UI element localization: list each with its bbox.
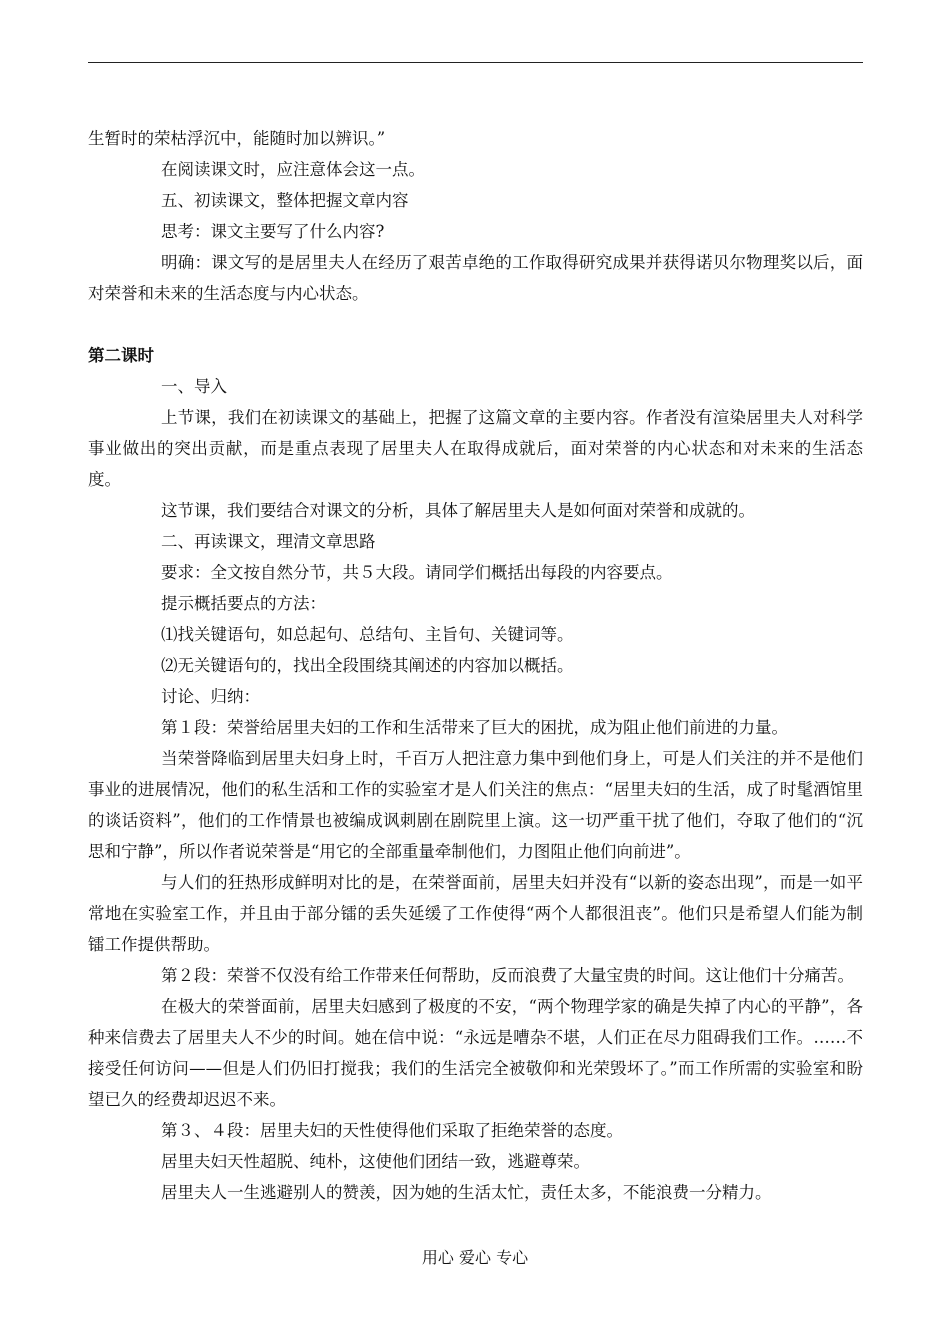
paragraph: 当荣誉降临到居里夫妇身上时，千百万人把注意力集中到他们身上，可是人们关注的并不是他们事业的进展情况，他们的私生活和工作的实验室才是人们关注的焦点：“居里夫妇的生活，成了时髦酒馆里的谈话资料”，他们的工作情景也被编成讽刺剧在剧院里上演。这一切严重干扰了他们，夺取了他们的“沉思和宁静”，所以作者说荣誉是“用它的全部重量牵制他们，力图阻止他们向前进”。: [88, 749, 863, 861]
paragraph: 在极大的荣誉面前，居里夫妇感到了极度的不安，“两个物理学家的确是失掉了内心的平静”，各种来信费去了居里夫人不少的时间。她在信中说：“永远是嘈杂不堪，人们正在尽力阻碍我们工作。……不接受任何访问——但是人们仍旧打搅我；我们的生活完全被敬仰和光荣毁坏了。”而工作所需的实验室和盼望已久的经费却迟迟不来。: [88, 997, 863, 1109]
paragraph: 第１段：荣誉给居里夫妇的工作和生活带来了巨大的困扰，成为阻止他们前进的力量。: [161, 718, 788, 737]
section-title: 第二课时: [88, 346, 154, 365]
paragraph: 讨论、归纳：: [161, 687, 260, 706]
heading-5: 五、初读课文，整体把握文章内容: [161, 191, 409, 210]
paragraph: 第３、４段：居里夫妇的天性使得他们采取了拒绝荣誉的态度。: [161, 1121, 623, 1140]
paragraph: 这节课，我们要结合对课文的分析，具体了解居里夫人是如何面对荣誉和成就的。: [161, 501, 755, 520]
paragraph: 明确：课文写的是居里夫人在经历了艰苦卓绝的工作取得研究成果并获得诺贝尔物理奖以后，面对荣誉和未来的生活态度与内心状态。: [88, 253, 863, 303]
list-item: ⑵无关键语句的，找出全段围绕其阐述的内容加以概括。: [161, 656, 574, 675]
paragraph: 居里夫人一生逃避别人的赞羡，因为她的生活太忙，责任太多，不能浪费一分精力。: [161, 1183, 772, 1202]
paragraph: 思考：课文主要写了什么内容?: [161, 222, 385, 241]
heading-1: 一、导入: [161, 377, 227, 396]
document-body: [88, 123, 863, 1208]
paragraph: 居里夫妇天性超脱、纯朴，这使他们团结一致，逃避尊荣。: [161, 1152, 590, 1171]
paragraph: 提示概括要点的方法：: [161, 594, 326, 613]
list-item: ⑴找关键语句，如总起句、总结句、主旨句、关键词等。: [161, 625, 574, 644]
paragraph: 与人们的狂热形成鲜明对比的是，在荣誉面前，居里夫妇并没有“以新的姿态出现”，而是一如平常地在实验室工作，并且由于部分镭的丢失延缓了工作使得“两个人都很沮丧”。他们只是希望人们能为制镭工作提供帮助。: [88, 873, 863, 954]
paragraph: 要求：全文按自然分节，共５大段。请同学们概括出每段的内容要点。: [161, 563, 673, 582]
page-footer: 用心 爱心 专心: [421, 1248, 529, 1267]
paragraph: 生暂时的荣枯浮沉中，能随时加以辨识。”: [88, 129, 386, 148]
paragraph: 上节课，我们在初读课文的基础上，把握了这篇文章的主要内容。作者没有渲染居里夫人对科学事业做出的突出贡献，而是重点表现了居里夫人在取得成就后，面对荣誉的内心状态和对未来的生活态度。: [88, 408, 863, 489]
paragraph: 在阅读课文时，应注意体会这一点。: [161, 160, 425, 179]
paragraph: 第２段：荣誉不仅没有给工作带来任何帮助，反而浪费了大量宝贵的时间。这让他们十分痛苦。: [161, 966, 854, 985]
heading-2: 二、再读课文，理清文章思路: [161, 532, 376, 551]
header-rule: [88, 62, 863, 63]
